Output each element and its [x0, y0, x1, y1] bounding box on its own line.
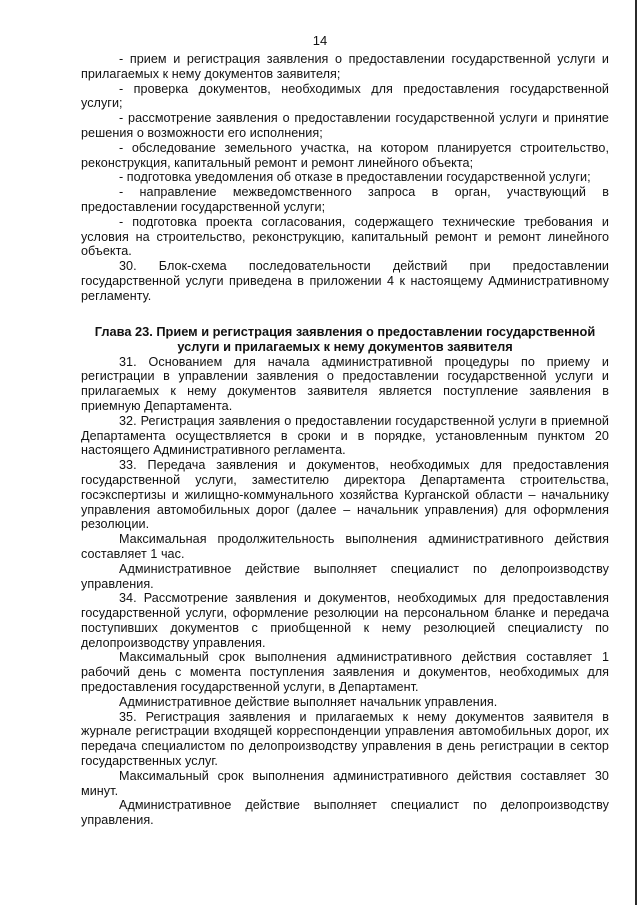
paragraph-33: 33. Передача заявления и документов, необходимых для предоставления государственной услуги, заместителю директора Департамента строительства, госэкспертизы и жилищно-коммунального хозяйства Курганской области – начальнику управления автомобильных дорог (далее – начальник управления) для оформления резолюции. — [81, 458, 609, 532]
paragraph-34: 34. Рассмотрение заявления и документов, необходимых для предоставления государственной услуги, оформление резолюции на персональном бланке и передача поступивших документов с приобщенной к нему резолюцией специалисту по делопроизводству управления. — [81, 591, 609, 650]
chapter-heading: Глава 23. Прием и регистрация заявления о предоставлении государственной услуги и прилагаемых к нему документов заявителя — [94, 323, 596, 354]
paragraph-35-duration: Максимальный срок выполнения административного действия составляет 30 минут. — [81, 768, 609, 798]
paragraph-33-executor: Административное действие выполняет специалист по делопроизводству управления. — [81, 561, 609, 591]
paragraph-31: 31. Основанием для начала административной процедуры по приему и регистрации в управлении заявления о предоставлении государственной услуги и прилагаемых к нему документов заявителя является поступление заявления в приемную Департамента. — [81, 354, 609, 413]
document-body — [81, 52, 609, 828]
paragraph-34-executor: Административное действие выполняет начальник управления. — [119, 694, 498, 709]
paragraph-35-executor: Административное действие выполняет специалист по делопроизводству управления. — [81, 798, 609, 828]
page-edge-border — [635, 0, 637, 905]
list-item-review-decision: - рассмотрение заявления о предоставлении государственной услуги и принятие решения о возможности его исполнения; — [81, 111, 609, 140]
list-item-refusal-notice: - подготовка уведомления об отказе в предоставлении государственной услуги; — [119, 170, 591, 185]
paragraph-35: 35. Регистрация заявления и прилагаемых к нему документов заявителя в журнале регистрации входящей корреспонденции управления автомобильных дорог, их передача специалистом по делопроизводству управления в день регистрации в сектор государственных услуг. — [81, 709, 609, 769]
list-item-document-check: - проверка документов, необходимых для предоставления государственной услуги; — [81, 81, 609, 111]
list-item-approval-draft: - подготовка проекта согласования, содержащего технические требования и условия на строительство, реконструкцию, капитальный ремонт и ремонт линейного объекта. — [81, 214, 609, 259]
list-item-interagency-request: - направление межведомственного запроса в орган, участвующий в предоставлении государственной услуги; — [81, 185, 609, 214]
list-item-reception: - прием и регистрация заявления о предоставлении государственной услуги и прилагаемых к нему документов заявителя; — [81, 52, 609, 81]
paragraph-34-duration: Максимальный срок выполнения административного действия составляет 1 рабочий день с момента поступления заявления и документов, необходимых для предоставления государственной услуги, в Департамент. — [81, 650, 609, 695]
paragraph-30: 30. Блок-схема последовательности действий при предоставлении государственной услуги приведена в приложении 4 к настоящему Административному регламенту. — [81, 259, 609, 303]
paragraph-32: 32. Регистрация заявления о предоставлении государственной услуги в приемной Департамента осуществляется в сроки и в порядке, установленным пунктом 20 настоящего Административного регламента. — [81, 413, 609, 458]
paragraph-33-duration: Максимальная продолжительность выполнения административного действия составляет 1 час. — [81, 532, 609, 561]
list-item-land-survey: - обследование земельного участка, на котором планируется строительство, реконструкция, капитальный ремонт и ремонт линейного объекта; — [81, 140, 609, 170]
page-number: 14 — [312, 33, 328, 48]
